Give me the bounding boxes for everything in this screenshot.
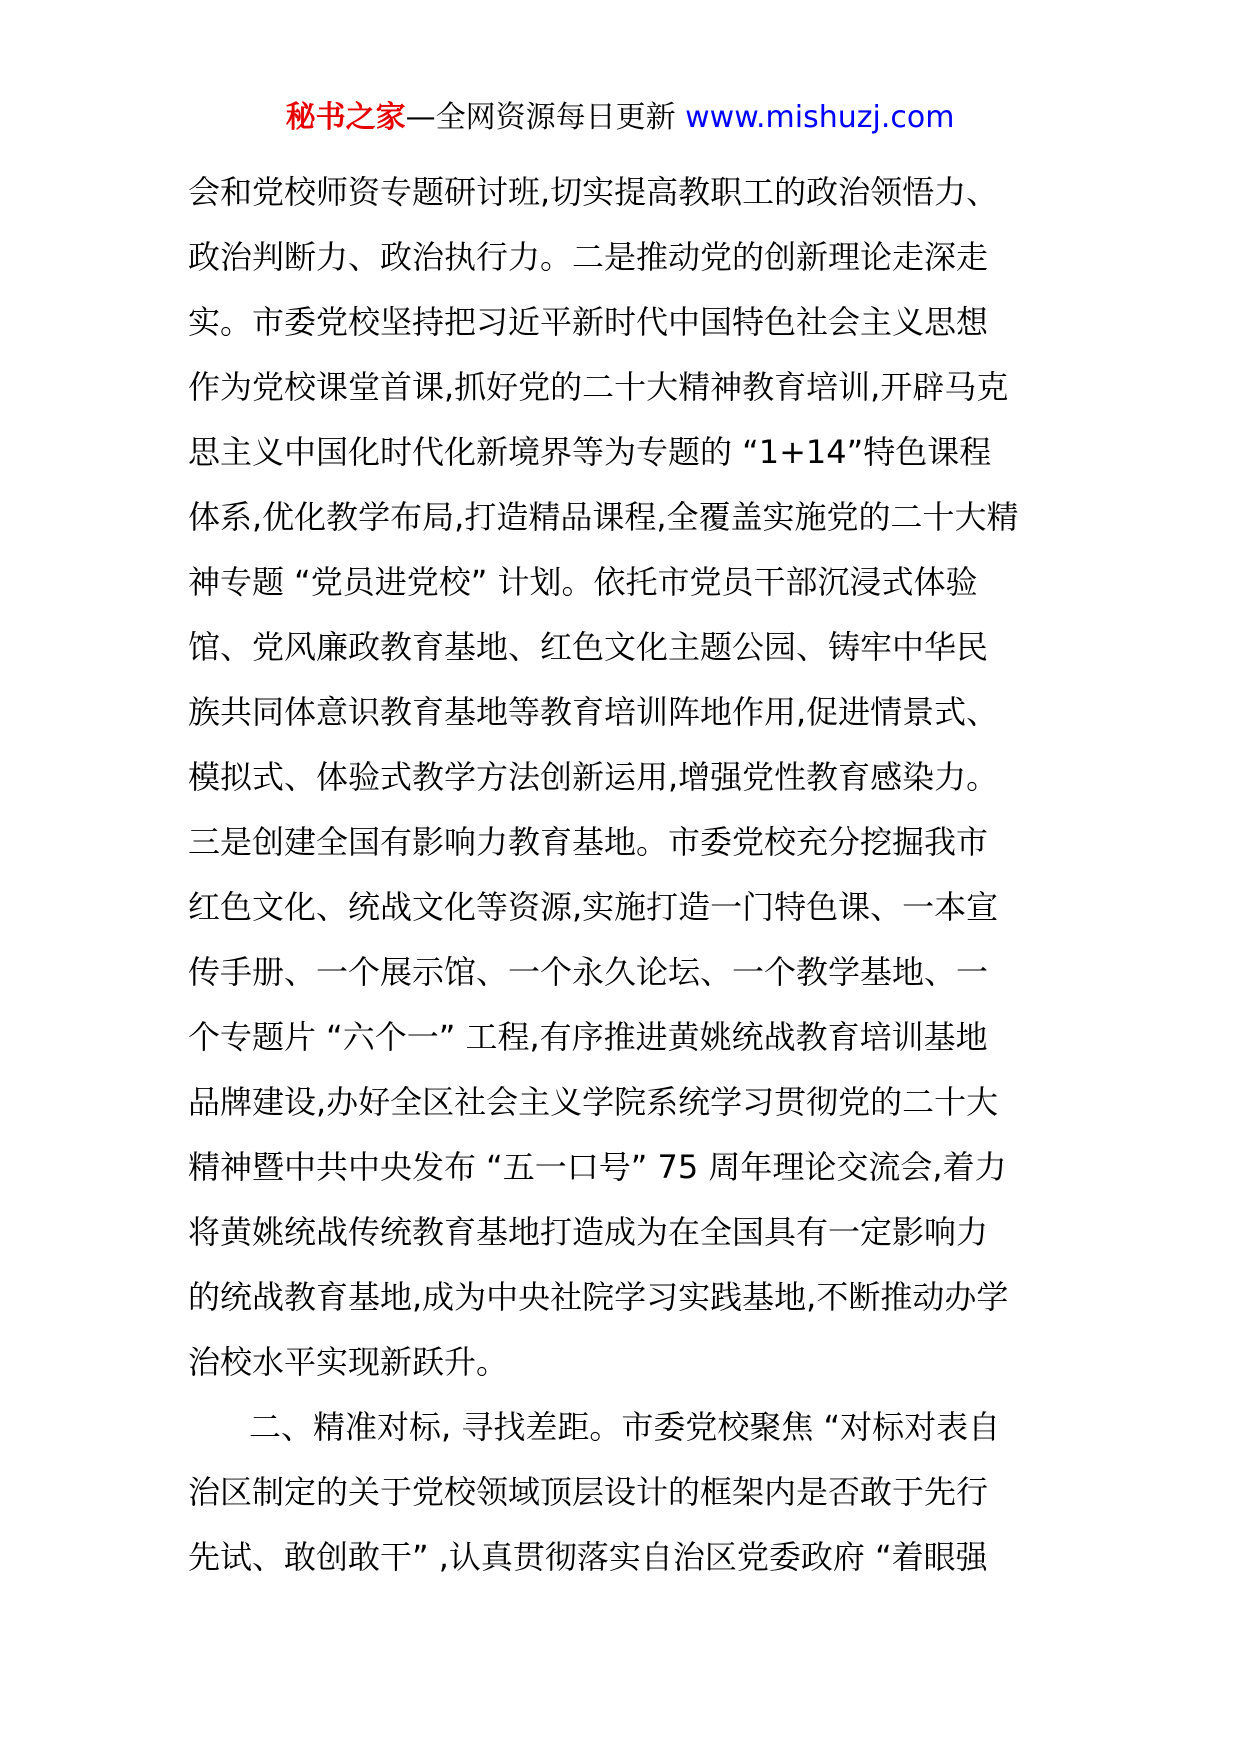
body-line: 品牌建设,办好全区社会主义学院系统学习贯彻党的二十大: [188, 1083, 999, 1121]
body-line: 族共同体意识教育基地等教育培训阵地作用,促进情景式、: [188, 693, 999, 731]
body-line: 治区制定的关于党校领域顶层设计的框架内是否敢于先行: [188, 1473, 989, 1511]
body-line: 馆、党风廉政教育基地、红色文化主题公园、铸牢中华民: [188, 628, 989, 666]
header-brand: 秘书之家: [285, 100, 406, 135]
body-line: 体系,优化教学布局,打造精品课程,全覆盖实施党的二十大精: [188, 498, 1019, 536]
body-line: 的统战教育基地,成为中央社院学习实践基地,不断推动办学: [188, 1278, 1009, 1316]
body-line: 将黄姚统战传统教育基地打造成为在全国具有一定影响力: [188, 1213, 989, 1251]
body-line: 神专题 “党员进党校” 计划。依托市党员干部沉浸式体验: [188, 563, 978, 601]
body-line: 先试、敢创敢干” ,认真贯彻落实自治区党委政府 “着眼强: [188, 1538, 988, 1576]
section-heading-line: 二、精准对标, 寻找差距。市委党校聚焦 “对标对表自: [188, 1408, 1001, 1446]
body-line: 模拟式、体验式教学方法创新运用,增强党性教育感染力。: [188, 758, 999, 796]
header-url-link[interactable]: www.mishuzj.com: [685, 100, 955, 135]
body-line: 传手册、一个展示馆、一个永久论坛、一个教学基地、一: [188, 953, 989, 991]
body-line: 实。市委党校坚持把习近平新时代中国特色社会主义思想: [188, 303, 989, 341]
header-slogan: —全网资源每日更新: [405, 100, 686, 135]
body-line: 红色文化、统战文化等资源,实施打造一门特色课、一本宣: [188, 888, 999, 926]
body-line: 精神暨中共中央发布 “五一口号” 75 周年理论交流会,着力: [188, 1148, 1007, 1186]
body-line: 作为党校课堂首课,抓好党的二十大精神教育培训,开辟马克: [188, 368, 1009, 406]
body-line: 三是创建全国有影响力教育基地。市委党校充分挖掘我市: [188, 823, 989, 861]
page-header: [0, 98, 1240, 138]
body-line: 政治判断力、政治执行力。二是推动党的创新理论走深走: [188, 238, 989, 276]
document-body: [188, 160, 1058, 1590]
body-line: 思主义中国化时代化新境界等为专题的 “1+14”特色课程: [188, 433, 992, 471]
body-line: 个专题片 “六个一” 工程,有序推进黄姚统战教育培训基地: [188, 1018, 988, 1056]
body-line: 会和党校师资专题研讨班,切实提高教职工的政治领悟力、: [188, 173, 999, 211]
body-line: 治校水平实现新跃升。: [188, 1343, 509, 1381]
